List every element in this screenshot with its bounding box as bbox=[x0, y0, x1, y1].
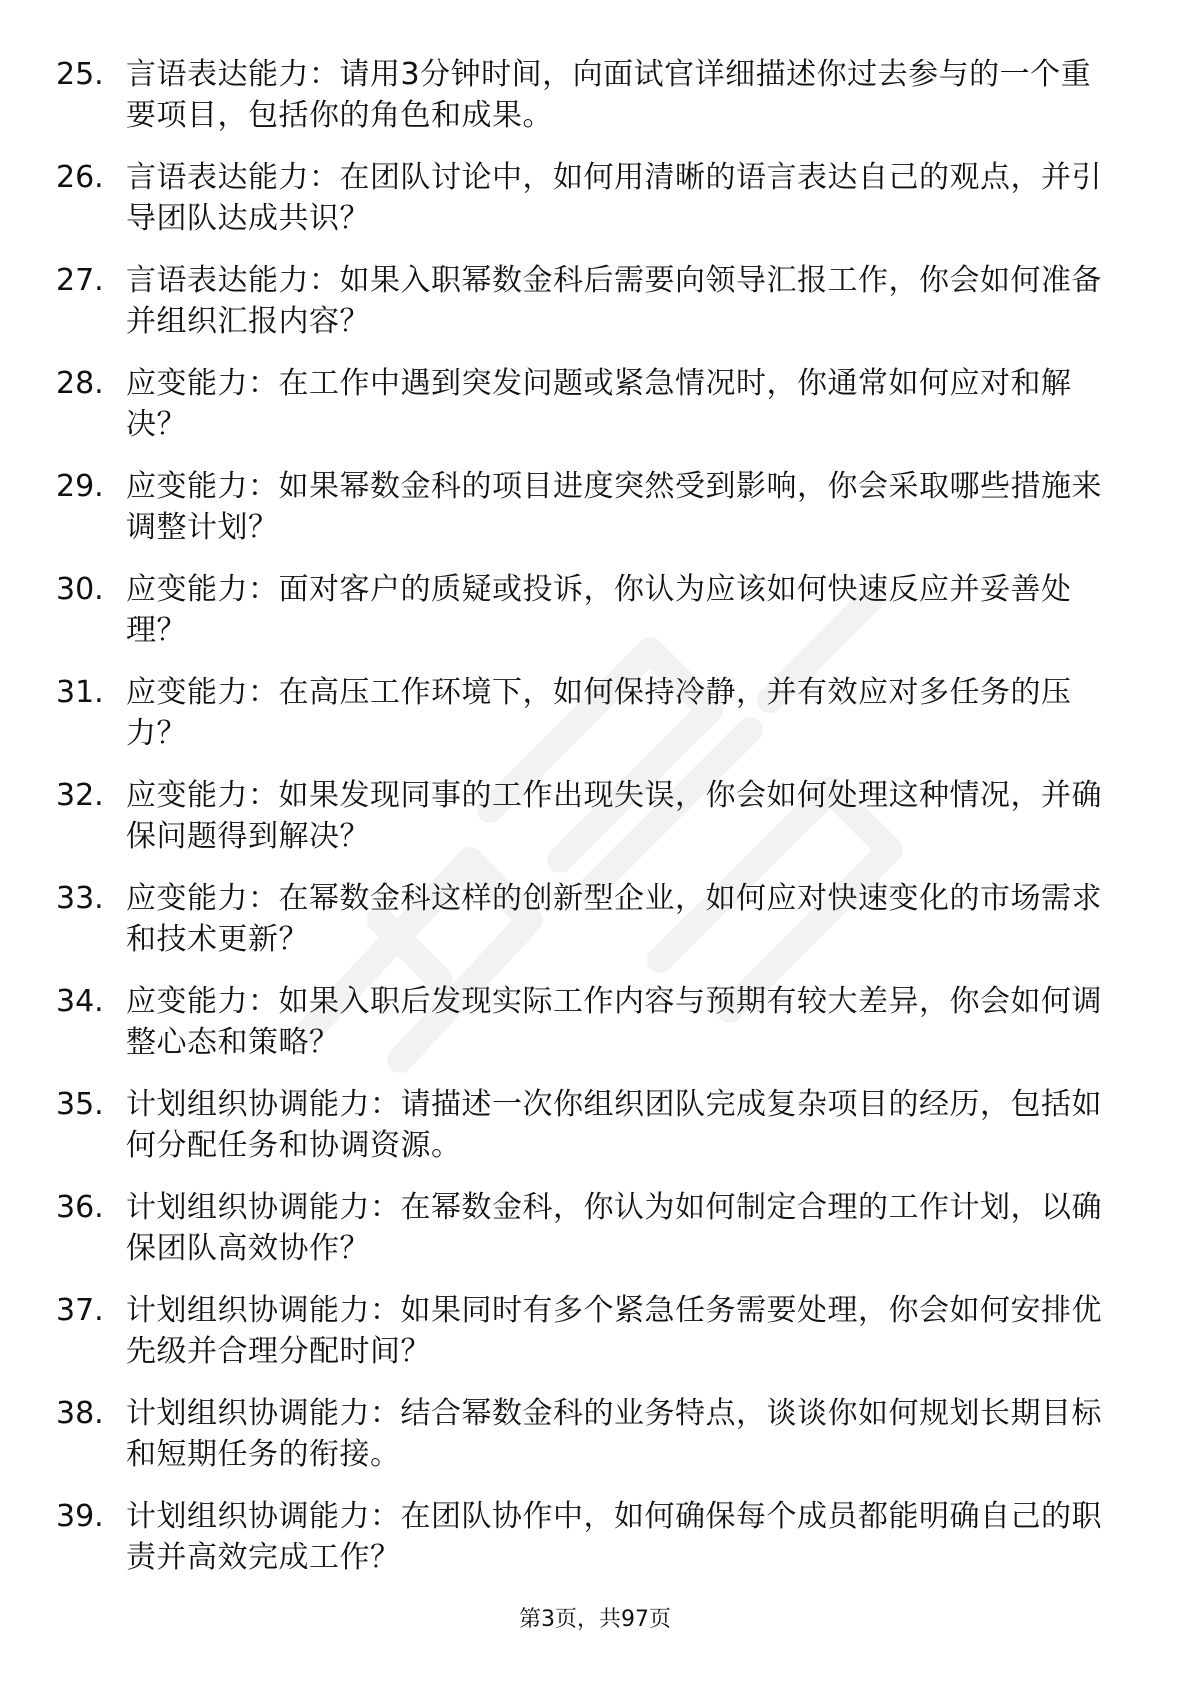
question-number: 34. bbox=[56, 984, 104, 1019]
question-text: 应变能力：在幂数金科这样的创新型企业，如何应对快速变化的市场需求和技术更新？ bbox=[126, 881, 1102, 957]
question-number: 37. bbox=[56, 1293, 104, 1328]
question-text: 言语表达能力：如果入职幂数金科后需要向领导汇报工作，你会如何准备并组织汇报内容？ bbox=[126, 263, 1102, 339]
question-item bbox=[56, 54, 1116, 157]
question-text: 计划组织协调能力：在幂数金科，你认为如何制定合理的工作计划，以确保团队高效协作？ bbox=[126, 1190, 1102, 1266]
question-item bbox=[56, 466, 1116, 569]
question-item bbox=[56, 569, 1116, 672]
question-text: 计划组织协调能力：如果同时有多个紧急任务需要处理，你会如何安排优先级并合理分配时间？ bbox=[126, 1293, 1102, 1369]
question-text: 计划组织协调能力：在团队协作中，如何确保每个成员都能明确自己的职责并高效完成工作？ bbox=[126, 1499, 1102, 1575]
question-number: 35. bbox=[56, 1087, 104, 1122]
question-number: 26. bbox=[56, 160, 104, 195]
question-text: 计划组织协调能力：结合幂数金科的业务特点，谈谈你如何规划长期目标和短期任务的衔接。 bbox=[126, 1396, 1102, 1472]
question-item bbox=[56, 672, 1116, 775]
question-number: 36. bbox=[56, 1190, 104, 1225]
question-item bbox=[56, 775, 1116, 878]
question-number: 30. bbox=[56, 572, 104, 607]
question-number: 31. bbox=[56, 675, 104, 710]
question-number: 33. bbox=[56, 881, 104, 916]
question-item bbox=[56, 363, 1116, 466]
question-number: 25. bbox=[56, 57, 104, 92]
question-item bbox=[56, 878, 1116, 981]
page-number-label: 第3页，共97页 bbox=[519, 1607, 671, 1632]
question-item bbox=[56, 1084, 1116, 1187]
question-item bbox=[56, 157, 1116, 260]
question-number: 32. bbox=[56, 778, 104, 813]
question-text: 应变能力：在高压工作环境下，如何保持冷静，并有效应对多任务的压力？ bbox=[126, 675, 1072, 751]
question-text: 言语表达能力：在团队讨论中，如何用清晰的语言表达自己的观点，并引导团队达成共识？ bbox=[126, 160, 1102, 236]
question-number: 29. bbox=[56, 469, 104, 504]
question-list bbox=[56, 54, 1116, 1599]
question-text: 应变能力：面对客户的质疑或投诉，你认为应该如何快速反应并妥善处理？ bbox=[126, 572, 1072, 648]
question-text: 应变能力：如果发现同事的工作出现失误，你会如何处理这种情况，并确保问题得到解决？ bbox=[126, 778, 1102, 854]
question-text: 应变能力：如果幂数金科的项目进度突然受到影响，你会采取哪些措施来调整计划？ bbox=[126, 469, 1102, 545]
question-item bbox=[56, 1496, 1116, 1599]
question-item bbox=[56, 1393, 1116, 1496]
question-text: 应变能力：如果入职后发现实际工作内容与预期有较大差异，你会如何调整心态和策略？ bbox=[126, 984, 1102, 1060]
question-item bbox=[56, 1187, 1116, 1290]
question-text: 言语表达能力：请用3分钟时间，向面试官详细描述你过去参与的一个重要项目，包括你的角色和成果。 bbox=[126, 57, 1092, 133]
question-number: 38. bbox=[56, 1396, 104, 1431]
question-number: 28. bbox=[56, 366, 104, 401]
question-item bbox=[56, 1290, 1116, 1393]
question-number: 27. bbox=[56, 263, 104, 298]
question-item bbox=[56, 981, 1116, 1084]
question-text: 应变能力：在工作中遇到突发问题或紧急情况时，你通常如何应对和解决？ bbox=[126, 366, 1072, 442]
question-item bbox=[56, 260, 1116, 363]
page-footer bbox=[0, 1605, 1190, 1635]
question-text: 计划组织协调能力：请描述一次你组织团队完成复杂项目的经历，包括如何分配任务和协调资源。 bbox=[126, 1087, 1102, 1163]
question-number: 39. bbox=[56, 1499, 104, 1534]
